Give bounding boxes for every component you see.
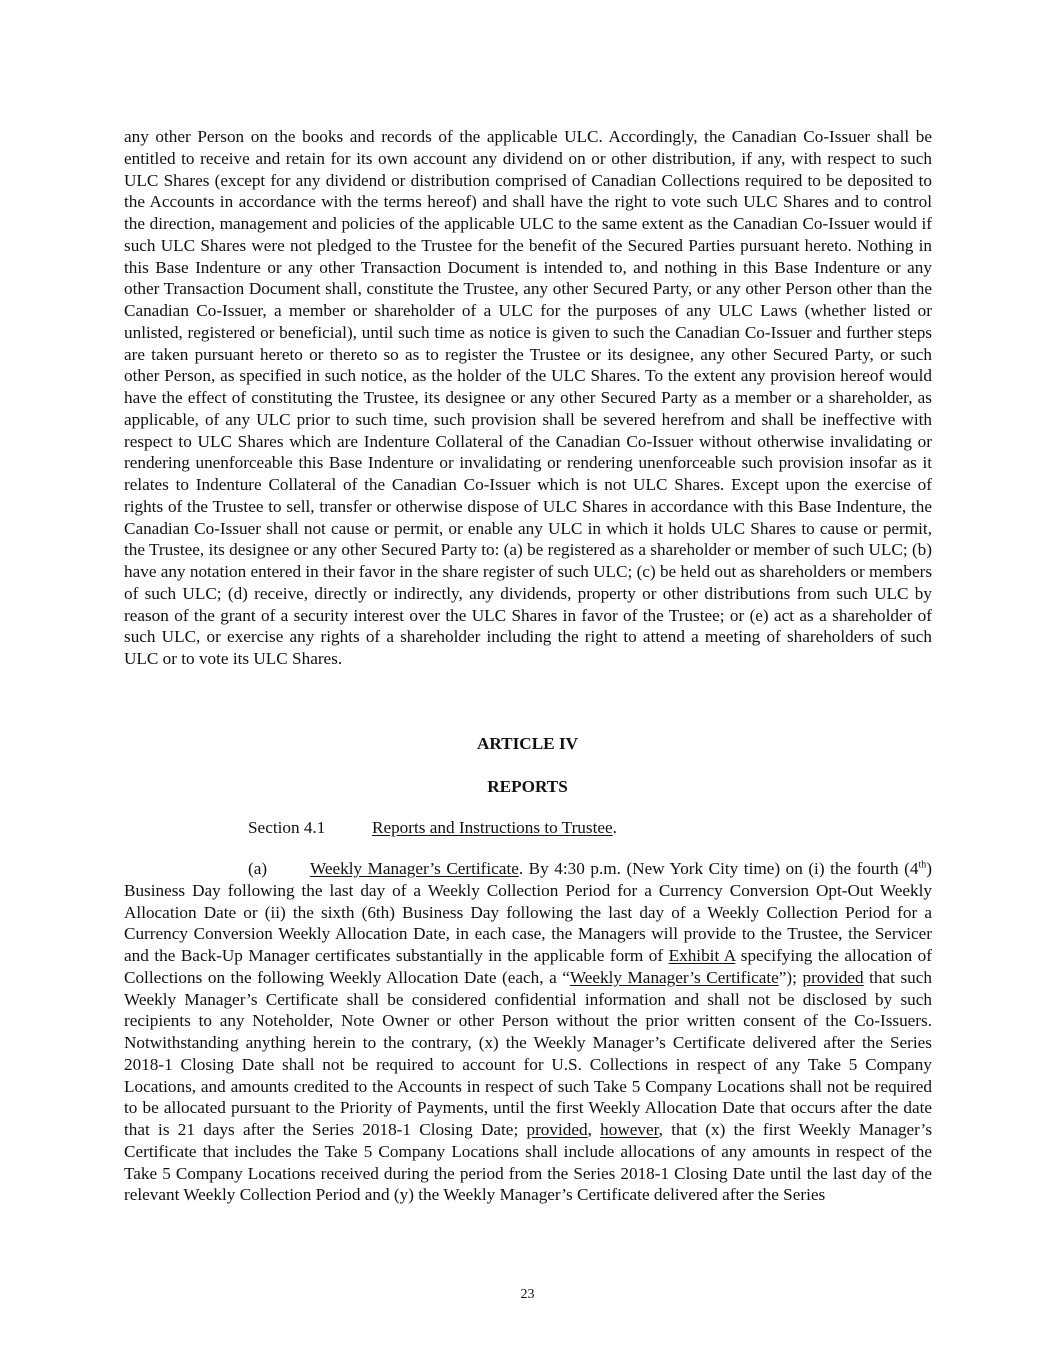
article-title: REPORTS [487, 777, 568, 796]
exhibit-reference: Exhibit A [668, 946, 736, 965]
text-run: that such Weekly Manager’s Certificate shall be considered confidential information and shall not be disclosed by such recipients to any Noteholder, Note Owner or other Person without the prior written consent of the Co-Issuers. Notwithstanding anything herein to the contrary, (x) the Weekly Manager’s Certificate delivered after the Series 2018-1 Closing Date shall not be required to account for U.S. Collections in respect of any Take 5 Company Locations, and amounts credited to the Accounts in respect of such Take 5 Company Locations shall not be required to be allocated pursuant to the Priority of Payments, until the first Weekly Allocation Date that occurs after the date that is 21 days after the Series 2018-1 Closing Date; [124, 967, 932, 1139]
ordinal-superscript: th [918, 859, 927, 871]
section-number: Section 4.1 [248, 818, 326, 837]
however-term: however [600, 1120, 659, 1139]
subsection-marker: (a) [248, 859, 268, 878]
section-heading [248, 817, 617, 839]
text-run: ”); [778, 967, 803, 987]
page-number: 23 [520, 1287, 535, 1302]
text-run: , [587, 1120, 601, 1139]
body-paragraph-weekly-certificate [124, 858, 932, 1206]
section-title: Reports and Instructions to Trustee [372, 818, 613, 837]
text-run: , that (x) the first Weekly Manager’s Certificate that includes the Take 5 Company Locations shall include allocations of any amounts in respect of the Take 5 Company Locations received during the period from the Series 2018-1 Closing Date until the last day of the relevant Weekly Collection Period and (y) the Weekly Manager’s Certificate delivered after the Series [124, 1120, 933, 1205]
defined-term: Weekly Manager’s Certificate [569, 967, 779, 987]
article-heading: ARTICLE IV [476, 734, 579, 753]
body-paragraph-ulc-shares: any other Person on the books and records of the applicable ULC. Accordingly, the Canadian Co-Issuer shall be entitled to receive and retain for its own account any dividend on or other distribution, if any, with respect to such ULC Shares (except for any dividend or distribution comprised of Canadian Collections required to be deposited to the Accounts in accordance with the terms hereof) and shall have the right to vote such ULC Shares and to control the direction, management and policies of the applicable ULC to the same extent as the Canadian Co-Issuer would if such ULC Shares were not pledged to the Trustee for the benefit of the Secured Parties pursuant hereto. Nothing in this Base Indenture or any other Transaction Document is intended to, and nothing in this Base Indenture or any other Transaction Document shall, constitute the Trustee, any other Secured Party, or any other Person other than the Canadian Co-Issuer, a member or shareholder of a ULC for the purposes of any ULC Laws (whether listed or unlisted, registered or beneficial), until such time as notice is given to such the Canadian Co-Issuer and further steps are taken pursuant hereto or thereto so as to register the Trustee or its designee, any other Secured Party, or such other Person, as specified in such notice, as the holder of the ULC Shares. To the extent any provision hereof would have the effect of constituting the Trustee, its designee or any other Secured Party as a member or a shareholder, as applicable, of any ULC prior to such time, such provision shall be severed herefrom and shall be ineffective with respect to ULC Shares which are Indenture Collateral of the Canadian Co-Issuer without otherwise invalidating or rendering unenforceable this Base Indenture or invalidating or rendering unenforceable such provision insofar as it relates to Indenture Collateral of the Canadian Co-Issuer which is not ULC Shares. Except upon the exercise of rights of the Trustee to sell, transfer or otherwise dispose of ULC Shares in accordance with this Base Indenture, the Canadian Co-Issuer shall not cause or permit, or enable any ULC in which it holds ULC Shares to cause or permit, the Trustee, its designee or any other Secured Party to: (a) be registered as a shareholder or member of such ULC; (b) have any notation entered in their favor in the share register of such ULC; (c) be held out as shareholders or members of such ULC; (d) receive, directly or indirectly, any dividends, property or other distributions from such ULC by reason of the grant of a security interest over the ULC Shares in favor of the Trustee; or (e) act as a shareholder of such ULC, or exercise any rights of a shareholder including the right to attend a meeting of shareholders of such ULC or to vote its ULC Shares. [124, 127, 933, 668]
text-run: specifying the allocation of Collections on the following Weekly Allocation Date (each, a “ [124, 946, 932, 987]
section-title-period: . [612, 818, 617, 837]
subsection-caption: Weekly Manager’s Certificate [310, 859, 519, 878]
text-run: . By 4:30 p.m. (New York City time) on (i) the fourth (4 [518, 859, 919, 878]
provided-term: provided [526, 1120, 588, 1139]
provided-term: provided [802, 967, 864, 987]
text-run: ) Business Day following the last day of a Weekly Collection Period for a Currency Conversion Opt-Out Weekly Allocation Date or (ii) the sixth (6th) Business Day following the last day of a Weekly Collection Period for a Currency Conversion Weekly Allocation Date, in each case, the Managers will provide to the Trustee, the Servicer and the Back-Up Manager certificates substantially in the applicable form of [124, 859, 932, 965]
